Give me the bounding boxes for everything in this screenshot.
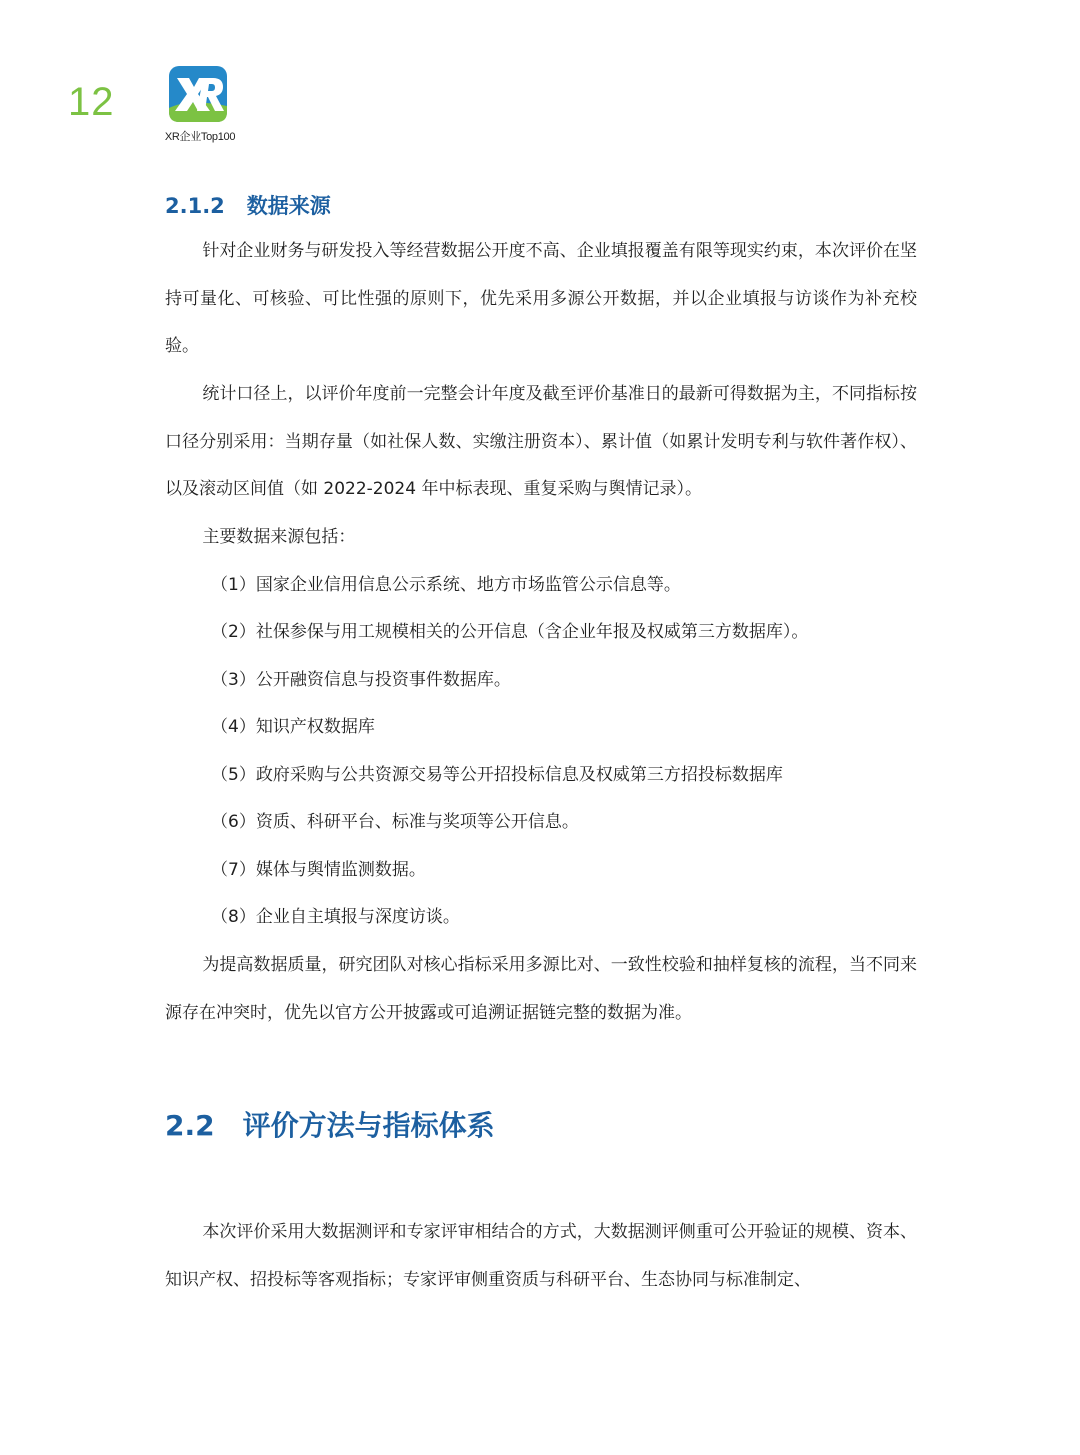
brand-logo (155, 62, 245, 144)
source-list-item: （6）资质、科研平台、标准与奖项等公开信息。 (211, 812, 579, 832)
paragraph-scope: 针对企业财务与研发投入等经营数据公开度不高、企业填报覆盖有限等现实约束，本次评价在坚持可量化、可核验、可比性强的原则下，优先采用多源公开数据，并以企业填报与访谈作为补充校验。 (165, 241, 917, 357)
section-heading-2-1-2 (165, 190, 331, 220)
source-list-item: （3）公开融资信息与投资事件数据库。 (211, 670, 511, 690)
section-title: 评价方法与指标体系 (242, 1109, 495, 1142)
page-number: 12 (68, 80, 115, 124)
xr-logo-icon (167, 64, 229, 124)
paragraph-evaluation-method: 本次评价采用大数据测评和专家评审相结合的方式，大数据测评侧重可公开验证的规模、资本、知识产权、招投标等客观指标；专家评审侧重资质与科研平台、生态协同与标准制定、 (165, 1222, 917, 1290)
source-list-item: （2）社保参保与用工规模相关的公开信息（含企业年报及权威第三方数据库）。 (211, 622, 809, 642)
paragraph-statistics: 统计口径上，以评价年度前一完整会计年度及截至评价基准日的最新可得数据为主，不同指标按口径分别采用：当期存量（如社保人数、实缴注册资本）、累计值（如累计发明专利与软件著作权）、以及滚动区间值（如 2022-2024 年中标表现、重复采购与舆情记录）。 (165, 384, 917, 500)
logo-caption: XR企业Top100 (164, 131, 236, 143)
section-number: 2.1.2 (165, 194, 225, 218)
source-list-item: （1）国家企业信用信息公示系统、地方市场监管公示信息等。 (211, 575, 681, 595)
source-list-item: （8）企业自主填报与深度访谈。 (211, 907, 460, 927)
section-title: 数据来源 (246, 194, 331, 218)
source-list-item: （4）知识产权数据库 (211, 717, 375, 737)
paragraph-data-quality: 为提高数据质量，研究团队对核心指标采用多源比对、一致性校验和抽样复核的流程，当不同来源存在冲突时，优先以官方公开披露或可追溯证据链完整的数据为准。 (165, 955, 917, 1023)
section-heading-2-2 (165, 1104, 495, 1144)
section-number: 2.2 (165, 1109, 215, 1142)
source-list-item: （7）媒体与舆情监测数据。 (211, 860, 426, 880)
source-list-item: （5）政府采购与公共资源交易等公开招投标信息及权威第三方招投标数据库 (211, 765, 783, 785)
paragraph-sources-intro: 主要数据来源包括： (202, 527, 356, 547)
